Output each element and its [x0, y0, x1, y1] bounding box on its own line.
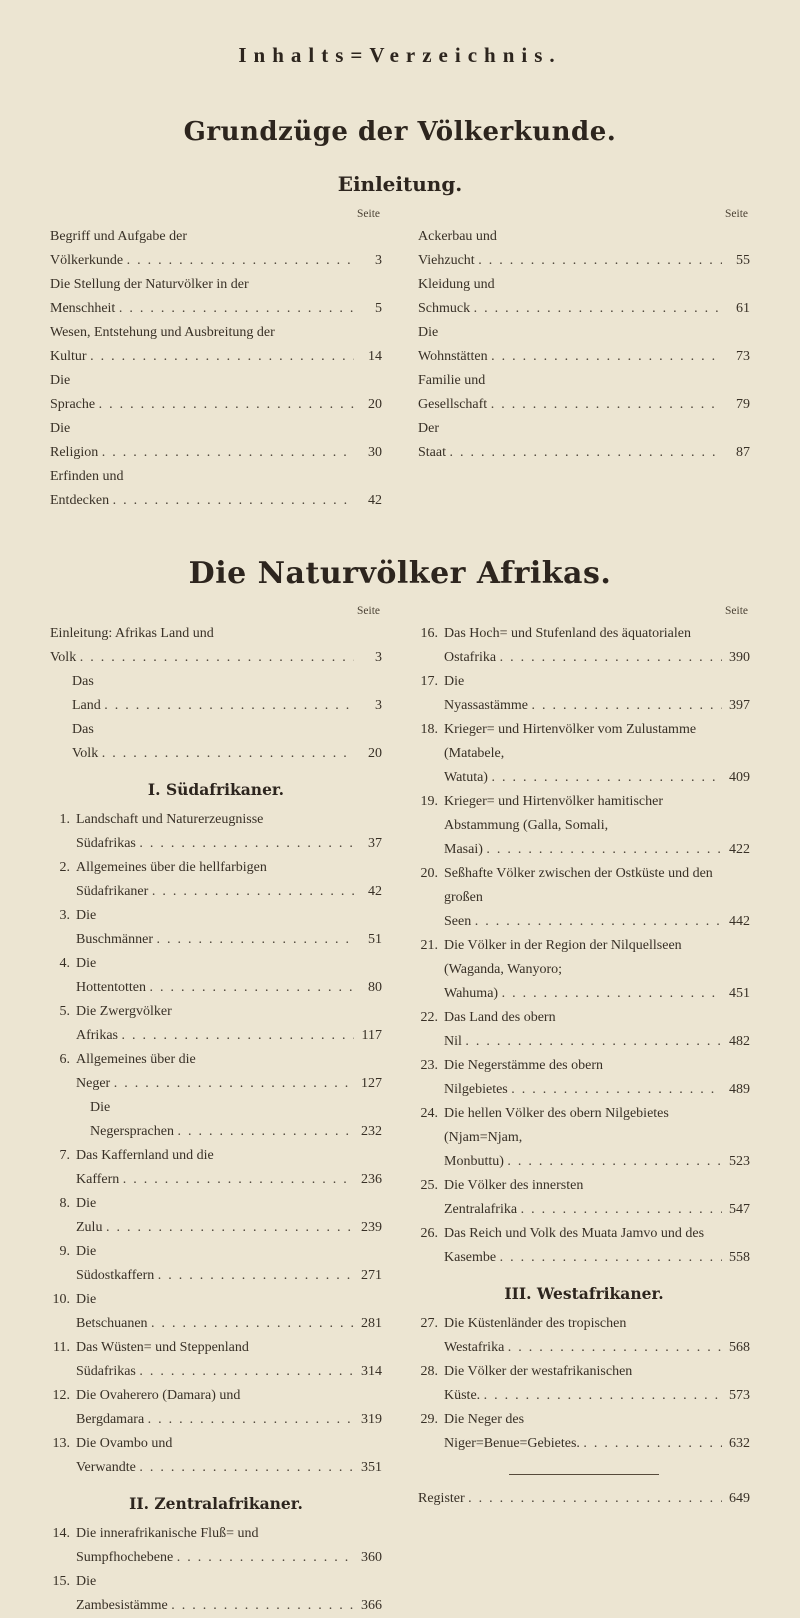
entry-number: 18. — [420, 722, 438, 737]
entry-page: 127 — [354, 1072, 382, 1096]
toc-entry — [50, 273, 382, 321]
entry-number: 6. — [59, 1052, 70, 1067]
toc-entry — [418, 369, 750, 417]
toc-entry — [418, 1222, 750, 1270]
entry-title: Die Buschmänner — [76, 908, 153, 947]
dot-leader — [101, 698, 382, 713]
entry-number: 8. — [59, 1196, 70, 1211]
entry-number: 20. — [420, 866, 438, 881]
entry-number: 1. — [59, 812, 70, 827]
entry-page: 239 — [354, 1216, 382, 1240]
toc-entry — [418, 1174, 750, 1222]
toc-entry — [50, 1048, 382, 1096]
entry-page: 3 — [354, 646, 382, 670]
entry-title: Die Ovaherero (Damara) und Bergdamara — [76, 1388, 241, 1427]
dot-leader — [168, 1598, 382, 1613]
dot-leader — [76, 650, 382, 665]
einleitung-right-column — [418, 202, 750, 513]
page-title: Inhalts=Verzeichnis. — [238, 43, 562, 67]
toc-entry — [418, 1006, 750, 1054]
dot-leader — [98, 746, 382, 761]
entry-title: Die Südostkaffern — [76, 1244, 155, 1283]
entry-page: 632 — [722, 1432, 750, 1456]
dot-leader — [136, 836, 382, 851]
entry-page: 14 — [354, 345, 382, 369]
entry-page: 3 — [354, 694, 382, 718]
dot-leader — [173, 1550, 382, 1565]
dot-leader — [470, 301, 750, 316]
dot-leader — [136, 1364, 382, 1379]
toc-entry — [50, 417, 382, 465]
entry-title: Begriff und Aufgabe der Völkerkunde — [50, 229, 187, 268]
entry-title: Die Küstenländer des tropischen Westafrika — [444, 1316, 627, 1355]
entry-number: 15. — [52, 1574, 70, 1589]
dot-leader — [496, 1250, 750, 1265]
toc-entry — [50, 952, 382, 1000]
entry-title: Das Land des obern Nil — [444, 1010, 556, 1049]
section-heading-westafrikaner: III. Westafrikaner. — [504, 1284, 664, 1303]
entry-title: Die Betschuanen — [76, 1292, 148, 1331]
toc-entry — [50, 718, 382, 766]
section-heading-suedafrikaner: I. Südafrikaner. — [147, 780, 285, 799]
dot-leader — [118, 1028, 382, 1043]
entry-title: Die Stellung der Naturvölker in der Menschheit — [50, 277, 249, 316]
entry-number: 21. — [420, 938, 438, 953]
toc-entry — [50, 1144, 382, 1192]
dot-leader — [115, 301, 382, 316]
entry-page: 351 — [354, 1456, 382, 1480]
entry-page: 61 — [722, 297, 750, 321]
entry-page: 87 — [722, 441, 750, 465]
entry-title: Die innerafrikanische Fluß= und Sumpfhochebene — [76, 1526, 259, 1565]
entry-title: Die Zulu — [76, 1196, 103, 1235]
dot-leader — [153, 932, 382, 947]
entry-title: Kleidung und Schmuck — [418, 277, 495, 316]
dot-leader — [148, 884, 382, 899]
toc-entry — [50, 1288, 382, 1336]
entry-title: Die Hottentotten — [76, 956, 146, 995]
entry-title: Die Neger des Niger=Benue=Gebietes. — [444, 1412, 580, 1451]
toc-entry — [418, 718, 750, 790]
dot-leader — [110, 1076, 382, 1091]
toc-entry — [50, 904, 382, 952]
dot-leader — [475, 253, 750, 268]
entry-title: Die Wohnstätten — [418, 325, 488, 364]
entry-page: 314 — [354, 1360, 382, 1384]
entry-number: 23. — [420, 1058, 438, 1073]
entry-title: Die Sprache — [50, 373, 96, 412]
entry-number: 10. — [52, 1292, 70, 1307]
dot-leader — [123, 253, 382, 268]
dot-leader — [154, 1268, 382, 1283]
dot-leader — [498, 986, 750, 1001]
entry-page: 3 — [354, 249, 382, 273]
seite-label: Seite — [725, 208, 748, 220]
dot-leader — [488, 770, 750, 785]
toc-entry — [50, 856, 382, 904]
entry-title: Die Negerstämme des obern Nilgebietes — [444, 1058, 603, 1097]
entry-page: 319 — [354, 1408, 382, 1432]
toc-entry — [50, 225, 382, 273]
toc-entry — [418, 321, 750, 369]
dot-leader — [148, 1316, 382, 1331]
dot-leader — [508, 1082, 750, 1097]
toc-entry — [50, 1336, 382, 1384]
entry-page: 117 — [354, 1024, 382, 1048]
entry-page: 271 — [354, 1264, 382, 1288]
dot-leader — [487, 397, 750, 412]
entry-title: Landschaft und Naturerzeugnisse Südafrikas — [76, 812, 264, 851]
entry-page: 568 — [722, 1336, 750, 1360]
einleitung-columns — [50, 202, 750, 513]
section-heading-zentralafrikaner: II. Zentralafrikaner. — [129, 1494, 303, 1513]
entry-page: 30 — [354, 441, 382, 465]
entry-page: 42 — [354, 489, 382, 513]
entry-page: 397 — [722, 694, 750, 718]
entry-title: Die Völker der westafrikanischen Küste. — [444, 1364, 633, 1403]
entry-number: 14. — [52, 1526, 70, 1541]
register-divider — [509, 1474, 659, 1475]
dot-leader — [483, 842, 750, 857]
dot-leader — [446, 445, 750, 460]
dot-leader — [488, 349, 750, 364]
dot-leader — [517, 1202, 750, 1217]
entry-number: 26. — [420, 1226, 438, 1241]
entry-number: 22. — [420, 1010, 438, 1025]
entry-page: 649 — [722, 1487, 750, 1511]
entry-page: 5 — [354, 297, 382, 321]
entry-page: 55 — [722, 249, 750, 273]
entry-page: 20 — [354, 742, 382, 766]
toc-entry — [50, 1000, 382, 1048]
toc-entry — [50, 369, 382, 417]
entry-title: Das Kaffernland und die Kaffern — [76, 1148, 214, 1187]
entry-page: 37 — [354, 832, 382, 856]
afrika-heading: Die Naturvölker Afrikas. — [188, 556, 612, 591]
toc-entry — [418, 622, 750, 670]
toc-entry — [418, 790, 750, 862]
toc-entry — [50, 808, 382, 856]
entry-number: 25. — [420, 1178, 438, 1193]
dot-leader — [119, 1172, 382, 1187]
entry-page: 232 — [354, 1120, 382, 1144]
entry-title: Die Völker in der Region der Nilquellseen (Waganda, Wanyoro; Wahuma) — [444, 938, 682, 1001]
entry-page: 79 — [722, 393, 750, 417]
afrika-right-column — [418, 599, 750, 1618]
dot-leader — [109, 493, 382, 508]
entry-number: 4. — [59, 956, 70, 971]
einleitung-heading: Einleitung. — [337, 172, 463, 196]
entry-title: Die hellen Völker des obern Nilgebietes (Njam=Njam, Monbuttu) — [444, 1106, 669, 1169]
entry-page: 20 — [354, 393, 382, 417]
entry-number: 11. — [53, 1340, 70, 1355]
book-title: Grundzüge der Völkerkunde. — [183, 117, 617, 147]
entry-title: Krieger= und Hirtenvölker vom Zulustamme (Matabele, Watuta) — [444, 722, 697, 785]
entry-page: 422 — [722, 838, 750, 862]
dot-leader — [480, 1388, 750, 1403]
afrika-columns — [50, 599, 750, 1618]
entry-title: Die Ovambo und Verwandte — [76, 1436, 173, 1475]
entry-page: 573 — [722, 1384, 750, 1408]
entry-page: 489 — [722, 1078, 750, 1102]
toc-entry — [50, 321, 382, 369]
dot-leader — [144, 1412, 382, 1427]
entry-page: 236 — [354, 1168, 382, 1192]
entry-page: 51 — [354, 928, 382, 952]
entry-title: Familie und Gesellschaft — [418, 373, 488, 412]
toc-entry — [418, 1102, 750, 1174]
dot-leader — [174, 1124, 382, 1139]
entry-title: Ackerbau und Viehzucht — [418, 229, 497, 268]
entry-title: Die Religion — [50, 421, 99, 460]
entry-title: Das Volk — [72, 722, 99, 761]
seite-label: Seite — [357, 605, 380, 617]
entry-page: 442 — [722, 910, 750, 934]
toc-entry — [50, 1096, 382, 1144]
toc-entry — [50, 1192, 382, 1240]
entry-number: 17. — [420, 674, 438, 689]
einleitung-left-column — [50, 202, 382, 513]
entry-title: Register — [418, 1491, 465, 1506]
entry-page: 558 — [722, 1246, 750, 1270]
entry-number: 16. — [420, 626, 438, 641]
entry-number: 28. — [420, 1364, 438, 1379]
dot-leader — [146, 980, 382, 995]
entry-title: Das Reich und Volk des Muata Jamvo und des Kasembe — [444, 1226, 705, 1265]
dot-leader — [95, 397, 382, 412]
toc-entry — [418, 1312, 750, 1360]
dot-leader — [504, 1154, 750, 1169]
entry-number: 3. — [59, 908, 70, 923]
entry-number: 13. — [52, 1436, 70, 1451]
entry-title: Krieger= und Hirtenvölker hamitischer Abstammung (Galla, Somali, Masai) — [444, 794, 663, 857]
entry-page: 482 — [722, 1030, 750, 1054]
toc-entry — [50, 1240, 382, 1288]
dot-leader — [465, 1491, 750, 1506]
toc-entry — [418, 417, 750, 465]
dot-leader — [98, 445, 382, 460]
entry-page: 523 — [722, 1150, 750, 1174]
entry-title: Die Negersprachen — [90, 1100, 174, 1139]
toc-entry — [418, 862, 750, 934]
entry-page: 73 — [722, 345, 750, 369]
entry-number: 27. — [420, 1316, 438, 1331]
entry-number: 7. — [59, 1148, 70, 1163]
dot-leader — [102, 1220, 382, 1235]
entry-title: Erfinden und Entdecken — [50, 469, 124, 508]
dot-leader — [471, 914, 750, 929]
entry-title: Wesen, Entstehung und Ausbreitung der Kultur — [50, 325, 275, 364]
register-entry — [418, 1487, 750, 1511]
entry-title: Das Wüsten= und Steppenland Südafrikas — [76, 1340, 249, 1379]
entry-number: 5. — [59, 1004, 70, 1019]
entry-title: Der Staat — [418, 421, 446, 460]
toc-entry — [418, 670, 750, 718]
seite-label: Seite — [725, 605, 748, 617]
entry-number: 2. — [59, 860, 70, 875]
entry-page: 80 — [354, 976, 382, 1000]
dot-leader — [136, 1460, 382, 1475]
entry-number: 19. — [420, 794, 438, 809]
entry-title: Die Nyassastämme — [444, 674, 528, 713]
entry-page: 547 — [722, 1198, 750, 1222]
entry-title: Seßhafte Völker zwischen der Ostküste und den großen Seen — [444, 866, 713, 929]
toc-entry — [50, 622, 382, 670]
toc-entry — [418, 225, 750, 273]
entry-page: 451 — [722, 982, 750, 1006]
toc-entry — [50, 670, 382, 718]
entry-number: 24. — [420, 1106, 438, 1121]
toc-entry — [50, 1432, 382, 1480]
dot-leader — [504, 1340, 750, 1355]
toc-entry — [50, 1384, 382, 1432]
toc-entry — [50, 465, 382, 513]
entry-title: Das Land — [72, 674, 101, 713]
dot-leader — [496, 650, 750, 665]
toc-entry — [50, 1522, 382, 1570]
toc-entry — [418, 1054, 750, 1102]
entry-title: Die Zambesistämme — [76, 1574, 168, 1613]
entry-page: 42 — [354, 880, 382, 904]
entry-page: 390 — [722, 646, 750, 670]
seite-label: Seite — [357, 208, 380, 220]
entry-number: 29. — [420, 1412, 438, 1427]
entry-page: 366 — [354, 1594, 382, 1618]
dot-leader — [462, 1034, 750, 1049]
toc-entry — [418, 1408, 750, 1456]
toc-entry — [418, 1360, 750, 1408]
entry-page: 360 — [354, 1546, 382, 1570]
toc-entry — [418, 934, 750, 1006]
entry-number: 9. — [59, 1244, 70, 1259]
toc-entry — [50, 1570, 382, 1618]
entry-title: Allgemeines über die Neger — [76, 1052, 196, 1091]
entry-title: Das Hoch= und Stufenland des äquatorialen Ostafrika — [444, 626, 691, 665]
afrika-left-column — [50, 599, 382, 1618]
entry-title: Allgemeines über die hellfarbigen Südafrikaner — [76, 860, 267, 899]
dot-leader — [528, 698, 750, 713]
entry-page: 281 — [354, 1312, 382, 1336]
entry-page: 409 — [722, 766, 750, 790]
entry-number: 12. — [52, 1388, 70, 1403]
entry-title: Die Völker des innersten Zentralafrika — [444, 1178, 584, 1217]
dot-leader — [87, 349, 382, 364]
entry-title: Einleitung: Afrikas Land und Volk — [50, 626, 214, 665]
toc-entry — [418, 273, 750, 321]
entry-title: Die Zwergvölker Afrikas — [76, 1004, 172, 1043]
